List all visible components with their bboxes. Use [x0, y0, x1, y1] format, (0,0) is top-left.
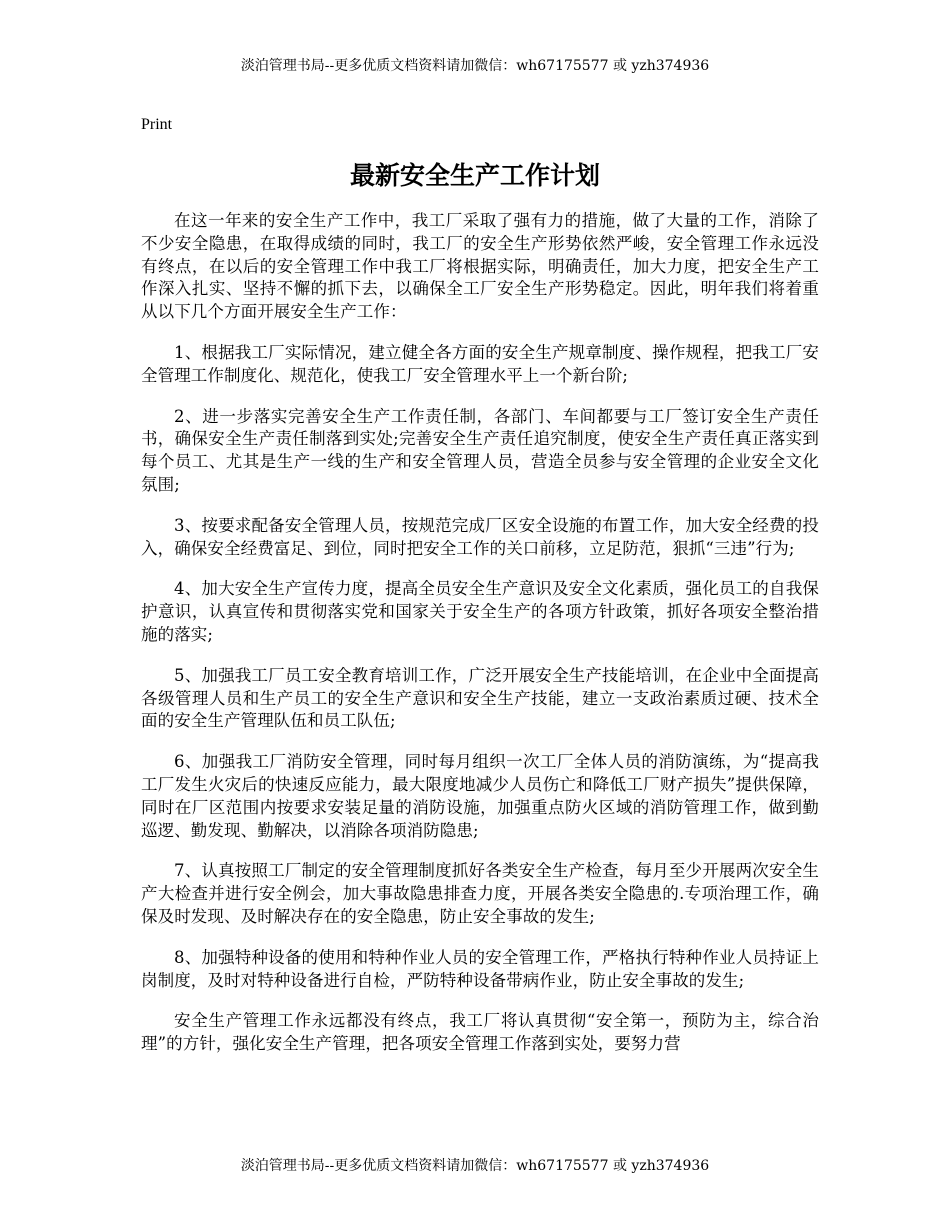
item-paragraph-2: 2、进一步落实完善安全生产工作责任制，各部门、车间都要与工厂签订安全生产责任书，确保安全生产责任制落到实处;完善安全生产责任追究制度，使安全生产责任真正落实到每个员工、尤其是生产一线的生产和安全管理人员，营造全员参与安全管理的企业安全文化氛围;	[141, 406, 819, 494]
page-header: 淡泊管理书局--更多优质文档资料请加微信：wh67175577 或 yzh374936	[240, 58, 710, 74]
page-footer: 淡泊管理书局--更多优质文档资料请加微信：wh67175577 或 yzh374936	[240, 1158, 710, 1174]
print-label: Print	[141, 116, 173, 133]
document-body	[141, 210, 819, 1074]
item-paragraph-5: 5、加强我工厂员工安全教育培训工作，广泛开展安全生产技能培训，在企业中全面提高各级管理人员和生产员工的安全生产意识和安全生产技能，建立一支政治素质过硬、技术全面的安全生产管理队伍和员工队伍;	[141, 665, 819, 731]
item-paragraph-1: 1、根据我工厂实际情况，建立健全各方面的安全生产规章制度、操作规程，把我工厂安全管理工作制度化、规范化，使我工厂安全管理水平上一个新台阶;	[141, 342, 819, 385]
document-title: 最新安全生产工作计划	[349, 161, 600, 190]
item-paragraph-6: 6、加强我工厂消防安全管理，同时每月组织一次工厂全体人员的消防演练，为“提高我工厂发生火灾后的快速反应能力，最大限度地减少人员伤亡和降低工厂财产损失”提供保障，同时在厂区范围内按要求安装足量的消防设施，加强重点防火区域的消防管理工作，做到勤巡逻、勤发现、勤解决，以消除各项消防隐患;	[141, 752, 819, 840]
item-paragraph-3: 3、按要求配备安全管理人员，按规范完成厂区安全设施的布置工作，加大安全经费的投入，确保安全经费富足、到位，同时把安全工作的关口前移，立足防范，狠抓“三违”行为;	[141, 515, 819, 558]
item-paragraph-8: 8、加强特种设备的使用和特种作业人员的安全管理工作，严格执行特种作业人员持证上岗制度，及时对特种设备进行自检，严防特种设备带病作业，防止安全事故的发生;	[141, 947, 819, 990]
item-paragraph-4: 4、加大安全生产宣传力度，提高全员安全生产意识及安全文化素质，强化员工的自我保护意识，认真宣传和贯彻落实党和国家关于安全生产的各项方针政策，抓好各项安全整治措施的落实;	[141, 579, 819, 644]
intro-paragraph: 在这一年来的安全生产工作中，我工厂采取了强有力的措施，做了大量的工作，消除了不少安全隐患，在取得成绩的同时，我工厂的安全生产形势依然严峻，安全管理工作永远没有终点，在以后的安全管理工作中我工厂将根据实际，明确责任，加大力度，把安全生产工作深入扎实、坚持不懈的抓下去，以确保全工厂安全生产形势稳定。因此，明年我们将着重从以下几个方面开展安全生产工作：	[141, 211, 819, 322]
item-paragraph-7: 7、认真按照工厂制定的安全管理制度抓好各类安全生产检查，每月至少开展两次安全生产大检查并进行安全例会，加大事故隐患排查力度，开展各类安全隐患的.专项治理工作，确保及时发现、及时解决存在的安全隐患，防止安全事故的发生;	[141, 861, 819, 926]
closing-paragraph: 安全生产管理工作永远都没有终点，我工厂将认真贯彻“安全第一，预防为主，综合治理”的方针，强化安全生产管理，把各项安全管理工作落到实处，要努力营	[141, 1011, 819, 1054]
